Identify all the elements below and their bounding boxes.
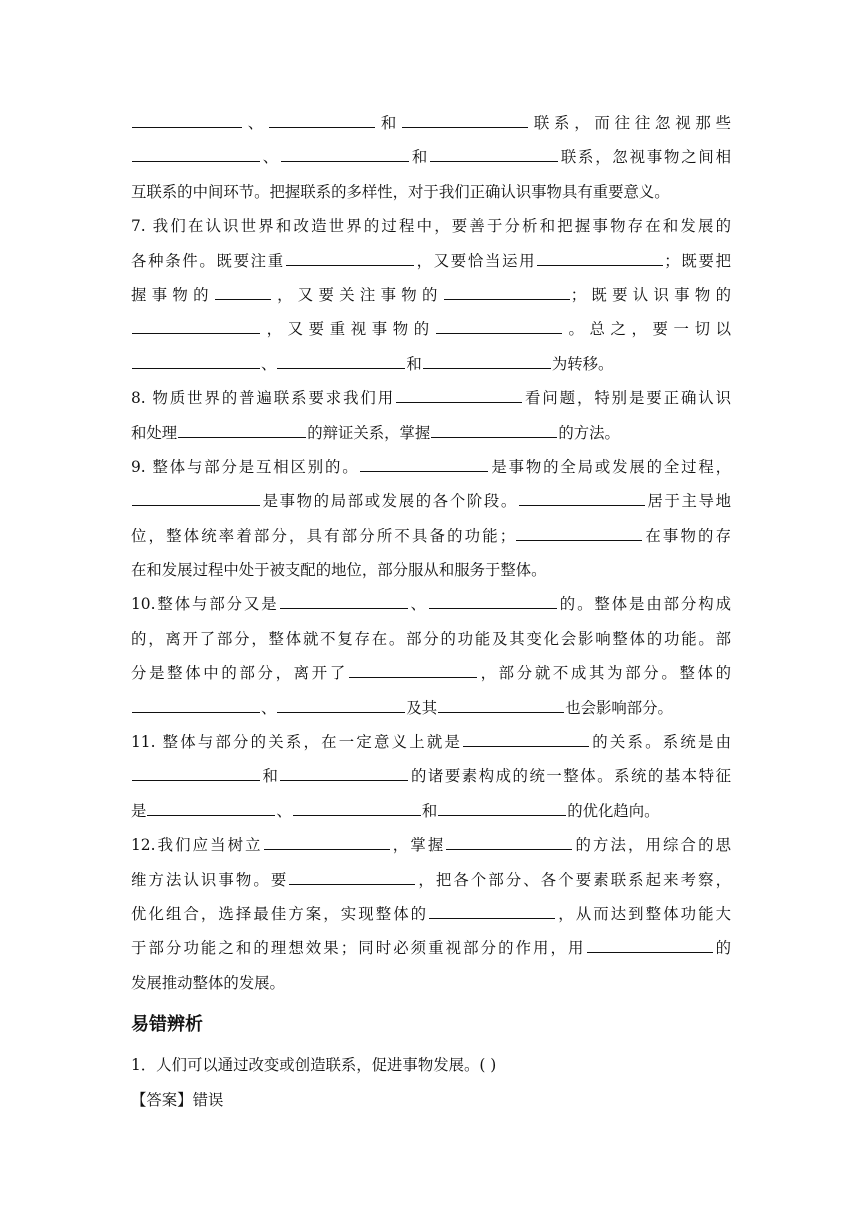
text-line bbox=[131, 312, 731, 346]
text-segment: 位，整体统率着部分，具有部分所不具备的功能； bbox=[131, 526, 516, 545]
fill-in-blank-text bbox=[131, 106, 731, 1000]
answer-line bbox=[131, 1083, 731, 1117]
text-segment: 的方法，用综合的思 bbox=[573, 836, 731, 855]
text-segment: 、 bbox=[243, 114, 269, 132]
text-line bbox=[131, 966, 731, 1000]
text-line bbox=[131, 759, 731, 793]
answer-blank[interactable] bbox=[289, 867, 415, 885]
text-segment: 分是整体中的部分，离开了 bbox=[131, 664, 348, 683]
text-segment: 的 bbox=[713, 939, 731, 958]
text-segment: 和 bbox=[406, 354, 422, 373]
text-segment: 联系，而往往忽视那些 bbox=[529, 114, 731, 132]
text-line bbox=[131, 519, 731, 553]
text-line bbox=[131, 381, 731, 415]
answer-blank[interactable] bbox=[463, 729, 589, 747]
text-line bbox=[131, 244, 731, 278]
text-segment: 和 bbox=[261, 767, 280, 786]
answer-blank[interactable] bbox=[430, 144, 558, 162]
answer-blank[interactable] bbox=[132, 316, 260, 334]
text-segment: 联系，忽视事物之间相 bbox=[559, 148, 731, 167]
question-item: 1．人们可以通过改变或创造联系，促进事物发展。( ) bbox=[131, 1056, 497, 1075]
text-segment: 和 bbox=[410, 148, 430, 167]
answer-blank[interactable] bbox=[215, 282, 271, 300]
answer-blank[interactable] bbox=[277, 695, 405, 713]
text-segment: ；既要把 bbox=[664, 251, 731, 270]
text-segment: 的。整体是由部分构成 bbox=[557, 595, 731, 614]
text-segment: 、 bbox=[261, 698, 277, 717]
answer-blank[interactable] bbox=[281, 144, 409, 162]
text-segment: 的方法。 bbox=[558, 423, 620, 442]
text-line bbox=[131, 175, 731, 209]
text-line bbox=[131, 587, 731, 621]
text-line bbox=[131, 278, 731, 312]
answer-blank[interactable] bbox=[132, 763, 260, 781]
text-line bbox=[131, 140, 731, 174]
text-segment: 的辩证关系，掌握 bbox=[307, 423, 431, 442]
answer-blank[interactable] bbox=[587, 935, 713, 953]
text-segment: ，又要重视事物的 bbox=[261, 320, 435, 339]
text-segment: 居于主导地 bbox=[645, 492, 731, 511]
answer-blank[interactable] bbox=[264, 832, 390, 850]
text-segment: 看问题，特别是要正确认识 bbox=[523, 389, 731, 408]
text-segment: 也会影响部分。 bbox=[565, 698, 673, 717]
answer-blank[interactable] bbox=[429, 591, 557, 609]
answer-blank[interactable] bbox=[293, 798, 421, 816]
text-segment: 是事物的局部或发展的各个阶段。 bbox=[261, 492, 518, 511]
answer-blank[interactable] bbox=[360, 454, 488, 472]
text-segment: 、 bbox=[261, 148, 281, 167]
text-line bbox=[131, 416, 731, 450]
text-segment: ，部分就不成其为部分。整体的 bbox=[477, 664, 731, 683]
text-segment: 和处理 bbox=[131, 423, 178, 442]
text-segment: 10.整体与部分又是 bbox=[131, 595, 279, 614]
section-title: 易错辨析 bbox=[131, 1014, 203, 1036]
text-segment: 11. 整体与部分的关系，在一定意义上就是 bbox=[131, 733, 463, 752]
text-segment: 发展推动整体的发展。 bbox=[131, 973, 285, 992]
answer-blank[interactable] bbox=[444, 282, 570, 300]
text-segment: ，掌握 bbox=[390, 836, 446, 855]
document-page bbox=[131, 106, 731, 1117]
text-segment: ，把各个部分、各个要素联系起来考察， bbox=[416, 870, 731, 889]
text-segment: 7. 我们在认识世界和改造世界的过程中，要善于分析和把握事物存在和发展的 bbox=[131, 217, 731, 236]
answer-tag: 【答案】 bbox=[131, 1090, 193, 1109]
text-segment: 在和发展过程中处于被支配的地位，部分服从和服务于整体。 bbox=[131, 561, 547, 580]
text-line bbox=[131, 209, 731, 243]
text-line bbox=[131, 656, 731, 690]
text-segment: ，从而达到整体功能大 bbox=[556, 904, 731, 923]
answer-blank[interactable] bbox=[132, 488, 260, 506]
text-line bbox=[131, 106, 731, 140]
text-segment: 是事物的全局或发展的全过程， bbox=[489, 457, 731, 476]
answer-blank[interactable] bbox=[286, 248, 414, 266]
text-segment: ，又要关注事物的 bbox=[271, 285, 443, 304]
text-segment: 、 bbox=[408, 595, 428, 614]
text-line bbox=[131, 828, 731, 862]
text-segment: 9. 整体与部分是互相区别的。 bbox=[131, 457, 360, 476]
text-line bbox=[131, 553, 731, 587]
text-line bbox=[131, 794, 731, 828]
text-line bbox=[131, 691, 731, 725]
text-segment: 互联系的中间环节。把握联系的多样性，对于我们正确认识事物具有重要意义。 bbox=[131, 182, 670, 201]
text-line bbox=[131, 450, 731, 484]
text-segment: ；既要认识事物的 bbox=[570, 285, 731, 304]
text-segment: 各种条件。既要注重 bbox=[131, 251, 285, 270]
answer-blank[interactable] bbox=[537, 248, 663, 266]
text-segment: 握事物的 bbox=[131, 285, 214, 304]
answer-blank[interactable] bbox=[402, 110, 528, 128]
answer-blank[interactable] bbox=[132, 351, 260, 369]
answer-blank[interactable] bbox=[132, 695, 260, 713]
answer-blank[interactable] bbox=[132, 110, 242, 128]
text-segment: 的诸要素构成的统一整体。系统的基本特征 bbox=[409, 767, 731, 786]
answer-blank[interactable] bbox=[132, 144, 260, 162]
answer-blank[interactable] bbox=[431, 420, 557, 438]
answer-blank[interactable] bbox=[269, 110, 375, 128]
answer-blank[interactable] bbox=[446, 832, 572, 850]
answer-blank[interactable] bbox=[349, 660, 477, 678]
text-line bbox=[131, 725, 731, 759]
text-segment: 、 bbox=[276, 801, 292, 820]
answer-blank[interactable] bbox=[519, 488, 645, 506]
answer-blank[interactable] bbox=[178, 420, 306, 438]
text-segment: 在事物的存 bbox=[643, 526, 731, 545]
answer-blank[interactable] bbox=[396, 385, 522, 403]
text-segment: 的，离开了部分，整体就不复存在。部分的功能及其变化会影响整体的功能。部 bbox=[131, 629, 731, 648]
text-segment: 、 bbox=[261, 354, 277, 373]
answer-blank[interactable] bbox=[147, 798, 275, 816]
text-segment: 的关系。系统是由 bbox=[590, 733, 731, 752]
text-segment: 12.我们应当树立 bbox=[131, 836, 263, 855]
text-segment: 和 bbox=[421, 801, 438, 820]
text-segment: 。总之，要一切以 bbox=[562, 320, 731, 339]
text-segment: 维方法认识事物。要 bbox=[131, 870, 289, 889]
text-segment: 及其 bbox=[406, 698, 438, 717]
answer-blank[interactable] bbox=[438, 695, 564, 713]
text-line bbox=[131, 484, 731, 518]
answer-blank[interactable] bbox=[438, 798, 566, 816]
answer-blank[interactable] bbox=[429, 901, 555, 919]
text-segment: 是 bbox=[131, 801, 147, 820]
text-line bbox=[131, 897, 731, 931]
text-segment: 为转移。 bbox=[551, 354, 614, 373]
text-line bbox=[131, 347, 731, 381]
text-line bbox=[131, 931, 731, 965]
text-segment: 于部分功能之和的理想效果；同时必须重视部分的作用，用 bbox=[131, 939, 586, 958]
answer-blank[interactable] bbox=[280, 763, 408, 781]
answer-blank[interactable] bbox=[516, 523, 642, 541]
answer-blank[interactable] bbox=[280, 591, 408, 609]
text-segment: 8. 物质世界的普遍联系要求我们用 bbox=[131, 389, 396, 408]
text-segment: 的优化趋向。 bbox=[567, 801, 660, 820]
text-segment: ，又要恰当运用 bbox=[414, 251, 537, 270]
text-segment: 和 bbox=[376, 114, 402, 132]
answer-blank[interactable] bbox=[277, 351, 405, 369]
answer-blank[interactable] bbox=[423, 351, 551, 369]
text-line bbox=[131, 622, 731, 656]
answer-text: 错误 bbox=[192, 1090, 224, 1109]
text-line bbox=[131, 863, 731, 897]
text-segment: 优化组合，选择最佳方案，实现整体的 bbox=[131, 904, 429, 923]
answer-blank[interactable] bbox=[436, 316, 562, 334]
